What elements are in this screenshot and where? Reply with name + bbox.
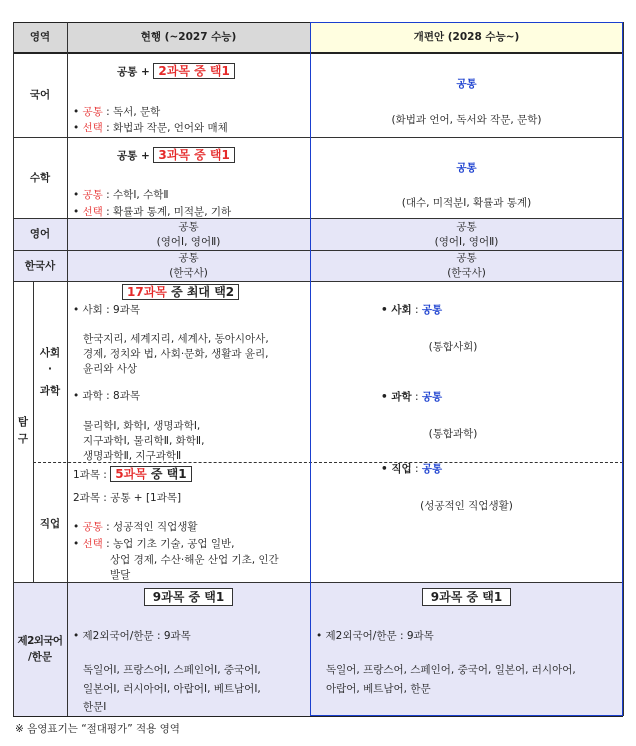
korean-current-heading — [117, 64, 235, 79]
history-current-detail: (한국사) — [169, 267, 208, 279]
socsci-current-choice — [122, 284, 239, 300]
area-inquiry-char2: 구 — [17, 433, 29, 445]
english-reform-title: 공통 — [456, 221, 477, 233]
border-inquiry-sub — [33, 281, 34, 582]
korean-common-text: : 독서, 문학 — [102, 106, 161, 118]
vocational-common-line: • 공통 : 성공적인 직업생활 — [73, 521, 198, 533]
vocational-line1-prefix: 1과목 : — [73, 469, 111, 481]
header-current: 현행 (~2027 수능) — [140, 31, 237, 43]
math-current-choice: 3과목 중 택1 — [153, 147, 234, 163]
reform-vocational-label: 직업 — [391, 463, 412, 475]
reform-social-detail: (통합사회) — [428, 341, 478, 353]
korean-elective-text: : 화법과 작문, 언어와 매체 — [102, 122, 228, 134]
vocational-line1-box — [110, 466, 191, 482]
vocational-elective-label: 선택 — [82, 538, 103, 550]
korean-current-choice: 2과목 중 택1 — [153, 63, 234, 79]
foreign-current-sub1: 독일어Ⅰ, 프랑스어Ⅰ, 스페인어Ⅰ, 중국어Ⅰ, — [83, 664, 261, 676]
border-right — [623, 22, 624, 716]
area-socsci-dot: · — [48, 363, 52, 375]
vocational-elective-sub2: 발달 — [110, 569, 131, 581]
korean-reform-detail: (화법과 언어, 독서와 작문, 문학) — [391, 114, 542, 126]
history-current-title: 공통 — [178, 252, 199, 264]
border-area — [67, 22, 68, 716]
reform-science-detail: (통합과학) — [428, 428, 478, 440]
math-reform-detail: (대수, 미적분Ⅰ, 확률과 통계) — [401, 197, 532, 209]
science-sub2: 지구과학Ⅰ, 물리학Ⅱ, 화학Ⅱ, — [83, 435, 205, 447]
reform-vocational-detail: (성공적인 직업생활) — [420, 500, 513, 512]
science-line: • 과학 : 8과목 — [73, 390, 140, 402]
border-left — [13, 22, 14, 716]
history-reform-detail: (한국사) — [447, 267, 486, 279]
math-elective-text: : 확률과 통계, 미적분, 기하 — [102, 206, 232, 218]
header-area: 영역 — [29, 31, 51, 43]
vocational-common-label: 공통 — [82, 521, 103, 533]
reform-social-label: 사회 — [391, 304, 412, 316]
reform-social-line: • 사회 : 공통 — [381, 304, 443, 316]
math-current-heading — [117, 148, 235, 163]
korean-elective-label: 선택 — [82, 122, 103, 134]
foreign-reform-choice-wrap — [310, 589, 623, 605]
math-common-label: 공통 — [82, 189, 103, 201]
area-korean: 국어 — [29, 89, 51, 101]
vocational-elective-sub1: 상업 경제, 수산·해운 산업 기초, 인간 — [110, 554, 279, 566]
foreign-current-choice-wrap — [67, 589, 310, 605]
vocational-line1-rest: 중 택1 — [146, 467, 187, 481]
area-social: 사회 — [39, 347, 61, 359]
reform-science-line: • 과학 : 공통 — [381, 391, 443, 403]
foreign-current-choice: 9과목 중 택1 — [144, 588, 233, 606]
area-foreign-2: /한문 — [27, 651, 53, 663]
area-science: 과학 — [39, 385, 61, 397]
vocational-line2: 2과목 : 공통 + [1과목] — [73, 492, 182, 504]
foreign-reform-sub1: 독일어, 프랑스어, 스페인어, 중국어, 일본어, 러시아어, — [326, 664, 576, 676]
vocational-elective-text: : 농업 기초 기술, 공업 일반, — [102, 538, 235, 550]
korean-common-line: • 공통 : 독서, 문학 — [73, 106, 161, 118]
vocational-line1-red: 5과목 — [115, 467, 147, 481]
header-reform: 개편안 (2028 수능~) — [413, 31, 520, 43]
reform-vocational-value: 공통 — [421, 463, 443, 475]
korean-current-prefix: 공통 + — [117, 66, 154, 78]
socsci-choice-box — [122, 284, 239, 300]
vocational-common-text: : 성공적인 직업생활 — [102, 521, 198, 533]
area-math: 수학 — [29, 172, 51, 184]
foreign-current-line: • 제2외국어/한문 : 9과목 — [73, 630, 191, 642]
social-sub3: 윤리와 사상 — [83, 363, 138, 375]
area-foreign-1: 제2외국어 — [17, 635, 63, 647]
social-sub2: 경제, 정치와 법, 사회·문화, 생활과 윤리, — [83, 348, 269, 360]
math-current-prefix: 공통 + — [117, 150, 154, 162]
foreign-reform-line: • 제2외국어/한문 : 9과목 — [316, 630, 434, 642]
socsci-choice-rest: 중 최대 택2 — [166, 285, 235, 299]
math-reform-title: 공통 — [456, 162, 477, 174]
reform-social-value: 공통 — [421, 304, 443, 316]
foreign-current-sub2: 일본어Ⅰ, 러시아어Ⅰ, 아랍어Ⅰ, 베트남어Ⅰ, — [83, 683, 261, 695]
vocational-line1 — [73, 467, 192, 482]
math-common-text: : 수학Ⅰ, 수학Ⅱ — [102, 189, 169, 201]
foreign-reform-choice: 9과목 중 택1 — [422, 588, 511, 606]
science-sub3: 생명과학Ⅱ, 지구과학Ⅱ — [83, 450, 182, 462]
socsci-choice-red: 17과목 — [127, 285, 167, 299]
korean-reform-title: 공통 — [456, 78, 477, 90]
border-bottom — [13, 716, 623, 717]
reform-science-label: 과학 — [391, 391, 412, 403]
english-reform-detail: (영어Ⅰ, 영어Ⅱ) — [434, 236, 499, 248]
science-sub1: 물리학Ⅰ, 화학Ⅰ, 생명과학Ⅰ, — [83, 420, 201, 432]
area-english: 영어 — [29, 228, 51, 240]
reform-science-value: 공통 — [421, 391, 443, 403]
korean-elective-line: • 선택 : 화법과 작문, 언어와 매체 — [73, 122, 228, 134]
comparison-table — [13, 22, 623, 716]
social-line: • 사회 : 9과목 — [73, 304, 140, 316]
english-current-title: 공통 — [178, 221, 199, 233]
footnote: ※ 음영표기는 “절대평가” 적용 영역 — [15, 723, 180, 735]
math-elective-label: 선택 — [82, 206, 103, 218]
korean-common-label: 공통 — [82, 106, 103, 118]
english-current-detail: (영어Ⅰ, 영어Ⅱ) — [156, 236, 221, 248]
foreign-current-sub3: 한문Ⅰ — [83, 701, 107, 713]
social-sub1: 한국지리, 세계지리, 세계사, 동아시아사, — [83, 333, 269, 345]
area-vocational: 직업 — [39, 518, 61, 530]
math-elective-line: • 선택 : 확률과 통계, 미적분, 기하 — [73, 206, 232, 218]
vocational-elective-line: • 선택 : 농업 기초 기술, 공업 일반, — [73, 538, 235, 550]
area-history: 한국사 — [24, 260, 56, 272]
foreign-reform-sub2: 아랍어, 베트남어, 한문 — [326, 683, 431, 695]
history-reform-title: 공통 — [456, 252, 477, 264]
math-common-line: • 공통 : 수학Ⅰ, 수학Ⅱ — [73, 189, 169, 201]
reform-vocational-line: • 직업 : 공통 — [381, 463, 443, 475]
area-inquiry-char1: 탐 — [17, 416, 29, 428]
